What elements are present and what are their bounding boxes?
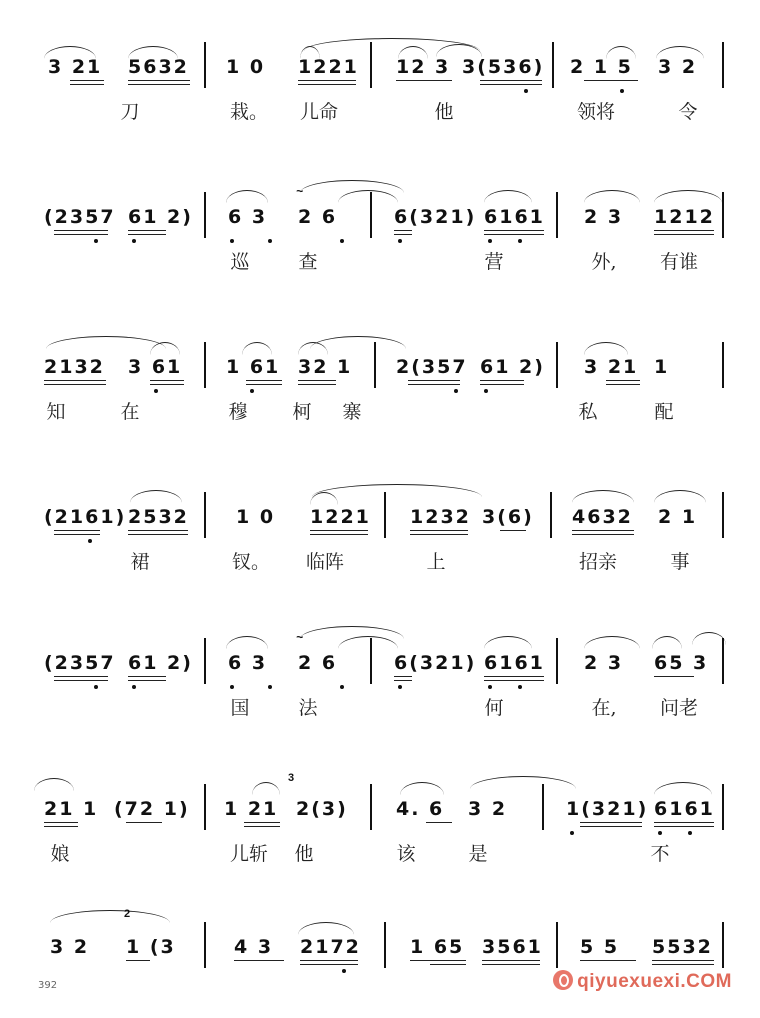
note-group	[300, 936, 361, 966]
page-number: 392	[38, 980, 58, 991]
note-digits: 2532	[128, 506, 189, 528]
note-digits: 1221	[298, 56, 359, 78]
note-digits: 4. 6	[396, 798, 445, 820]
note-digits: 2 1	[658, 506, 698, 528]
note-group	[652, 936, 714, 966]
lyric: 该	[396, 843, 416, 865]
note-digits: 3 21	[48, 56, 103, 78]
note-group	[44, 798, 100, 828]
note-digits: 61 2)	[128, 652, 193, 674]
slur	[226, 636, 268, 649]
note-group	[658, 56, 712, 86]
note-group	[484, 206, 544, 236]
grace-note: 3	[288, 772, 295, 784]
lyric: 在	[120, 401, 140, 423]
note-group	[410, 506, 471, 536]
lyric: 刀	[120, 101, 140, 123]
note-group	[654, 798, 714, 828]
barline	[722, 492, 724, 538]
mordent-mark: ~	[296, 184, 304, 198]
note-group	[114, 798, 190, 828]
slur	[484, 636, 532, 649]
barline	[556, 192, 558, 238]
watermark-text: qiyuexuexi.COM	[577, 971, 732, 992]
note-digits: 3(6)	[482, 506, 534, 528]
lyric: 国	[230, 697, 250, 719]
lyric: 在,	[591, 697, 617, 719]
slur	[46, 336, 166, 349]
note-digits: 2 3	[584, 652, 624, 674]
lyric: 裙	[130, 551, 150, 573]
note-digits: 2(357	[396, 356, 468, 378]
note-group	[298, 356, 356, 386]
note-digits: (72 1)	[114, 798, 190, 820]
note-digits: 61 2)	[128, 206, 193, 228]
note-digits: 3 2	[50, 936, 90, 958]
note-group	[570, 56, 638, 86]
barline	[556, 342, 558, 388]
barline	[370, 192, 372, 238]
slur	[584, 190, 640, 203]
note-group	[236, 506, 292, 536]
note-group	[298, 56, 359, 86]
note-group	[654, 206, 714, 236]
note-digits: 3(536)	[462, 56, 545, 78]
lyric: 令	[678, 101, 698, 123]
note-group	[480, 356, 545, 386]
note-group	[394, 206, 476, 236]
note-digits: 6(321)	[394, 206, 477, 228]
barline	[370, 784, 372, 830]
note-digits: 1	[654, 356, 670, 378]
note-digits: 3 61	[128, 356, 183, 378]
barline	[384, 492, 386, 538]
barline	[204, 192, 206, 238]
note-digits: 1 (3	[126, 936, 176, 958]
lyric: 私	[578, 401, 598, 423]
lyric: 娘	[50, 843, 70, 865]
lyric: 他	[434, 101, 454, 123]
lyric: 招亲	[578, 551, 617, 573]
note-digits: (2357	[44, 652, 116, 674]
lyric: 查	[298, 251, 318, 273]
note-group	[482, 936, 543, 966]
note-digits: 6 3	[228, 206, 268, 228]
note-group	[128, 506, 188, 536]
slur	[226, 190, 268, 203]
note-group	[48, 56, 104, 86]
lyric: 巡	[230, 251, 250, 273]
slur	[654, 490, 706, 503]
tie	[310, 336, 406, 349]
slur	[652, 636, 682, 649]
score-system-6	[0, 742, 760, 872]
slur	[50, 910, 170, 923]
note-group	[228, 652, 282, 682]
lyrics-line	[0, 696, 760, 722]
lyric: 儿命	[299, 101, 338, 123]
lyric: 配	[654, 401, 674, 423]
note-group	[128, 206, 193, 236]
note-digits: 2 3	[584, 206, 624, 228]
lyric: 上	[426, 551, 446, 573]
note-group	[226, 56, 282, 86]
lyric: 柯	[292, 401, 312, 423]
note-group	[566, 798, 649, 828]
lyrics-line	[0, 400, 760, 426]
note-group	[126, 936, 186, 966]
note-digits: 5632	[128, 56, 189, 78]
barline	[722, 192, 724, 238]
score-system-4	[0, 450, 760, 580]
note-digits: (2161)	[44, 506, 127, 528]
slur	[298, 922, 354, 935]
tie	[312, 484, 482, 497]
note-digits: 3561	[482, 936, 543, 958]
lyric: 问老	[659, 697, 698, 719]
slur	[252, 782, 280, 795]
barline	[204, 42, 206, 88]
note-digits: 6(321)	[394, 652, 477, 674]
lyric: 儿斩	[229, 843, 268, 865]
note-group	[584, 206, 644, 236]
note-group	[128, 56, 190, 86]
note-digits: 2 1 5	[570, 56, 633, 78]
note-digits: 3 2	[658, 56, 698, 78]
barline	[556, 638, 558, 684]
lyrics-line	[0, 100, 760, 126]
lyrics-line	[0, 842, 760, 868]
note-group	[482, 506, 534, 536]
score-system-2	[0, 150, 760, 280]
note-group	[484, 652, 544, 682]
mordent-mark: ~	[296, 630, 304, 644]
note-digits: 32 1	[298, 356, 353, 378]
note-group	[298, 652, 356, 682]
lyric: 外,	[591, 251, 617, 273]
note-group	[584, 356, 640, 386]
note-group	[654, 356, 674, 386]
note-digits: 5 5	[580, 936, 620, 958]
lyric: 事	[670, 551, 690, 573]
note-digits: 1(321)	[566, 798, 649, 820]
note-digits: 2172	[300, 936, 361, 958]
note-digits: 61 2)	[480, 356, 545, 378]
note-digits: 4632	[572, 506, 633, 528]
note-group	[44, 506, 127, 536]
note-digits: 6 3	[228, 652, 268, 674]
slur	[400, 782, 444, 795]
lyric: 他	[294, 843, 314, 865]
barline	[722, 922, 724, 968]
lyric: 钗。	[231, 551, 270, 573]
note-group	[224, 798, 280, 828]
slur	[470, 776, 576, 789]
tie	[692, 632, 726, 645]
note-digits: 1 21	[224, 798, 279, 820]
lyric: 营	[484, 251, 504, 273]
score-system-1	[0, 0, 760, 130]
note-digits: 2(3)	[296, 798, 348, 820]
grace-note: 2	[124, 908, 131, 920]
note-group	[44, 652, 116, 682]
note-digits: 2 6	[298, 652, 338, 674]
barline	[722, 638, 724, 684]
note-digits: 6161	[654, 798, 715, 820]
lyric: 寨	[342, 401, 362, 423]
lyric: 何	[484, 697, 504, 719]
tie	[34, 778, 74, 791]
barline	[204, 784, 206, 830]
score-system-3	[0, 300, 760, 430]
note-group	[296, 798, 352, 828]
note-group	[394, 652, 476, 682]
note-group	[310, 506, 371, 536]
note-digits: 2 6	[298, 206, 338, 228]
slur	[584, 636, 640, 649]
barline	[552, 42, 554, 88]
note-group	[128, 652, 193, 682]
note-digits: 6161	[484, 206, 545, 228]
note-digits: 3 2	[468, 798, 508, 820]
note-digits: 1 0	[236, 506, 276, 528]
slur	[130, 490, 182, 503]
barline	[204, 342, 206, 388]
note-group	[468, 798, 524, 828]
note-group	[654, 652, 714, 682]
note-digits: 12 3	[396, 56, 451, 78]
note-group	[584, 652, 644, 682]
note-digits: 2132	[44, 356, 105, 378]
note-group	[396, 56, 452, 86]
note-digits: 1221	[310, 506, 371, 528]
barline	[556, 922, 558, 968]
note-group	[572, 506, 634, 536]
lyric: 知	[46, 401, 66, 423]
note-group	[128, 356, 184, 386]
barline	[722, 42, 724, 88]
note-group	[396, 356, 468, 386]
lyric: 领将	[576, 101, 615, 123]
watermark-logo-icon	[553, 970, 573, 990]
site-watermark	[553, 970, 732, 993]
note-digits: 1232	[410, 506, 471, 528]
note-digits: 65 3	[654, 652, 709, 674]
note-digits: 1 61	[226, 356, 281, 378]
note-group	[50, 936, 108, 966]
barline	[542, 784, 544, 830]
lyric: 穆	[228, 401, 248, 423]
slur	[484, 190, 532, 203]
barline	[370, 42, 372, 88]
lyrics-line	[0, 250, 760, 276]
barline	[370, 638, 372, 684]
barline	[374, 342, 376, 388]
note-digits: 4 3	[234, 936, 274, 958]
note-group	[226, 356, 282, 386]
lyrics-line	[0, 550, 760, 576]
note-digits: 1 0	[226, 56, 266, 78]
note-group	[234, 936, 284, 966]
score-system-5	[0, 596, 760, 726]
slur	[584, 342, 628, 355]
barline	[204, 638, 206, 684]
lyric: 有谁	[659, 251, 698, 273]
barline	[204, 492, 206, 538]
note-group	[44, 206, 116, 236]
note-digits: (2357	[44, 206, 116, 228]
note-digits: 1212	[654, 206, 715, 228]
note-group	[44, 356, 106, 386]
lyric: 栽。	[229, 101, 268, 123]
barline	[204, 922, 206, 968]
lyric: 不	[650, 843, 670, 865]
note-digits: 21 1	[44, 798, 99, 820]
lyric: 是	[468, 843, 488, 865]
barline	[722, 784, 724, 830]
lyric: 临阵	[305, 551, 344, 573]
note-digits: 1 65	[410, 936, 465, 958]
note-group	[396, 798, 452, 828]
lyric: 法	[298, 697, 318, 719]
note-digits: 3 21	[584, 356, 639, 378]
note-group	[462, 56, 545, 86]
barline	[550, 492, 552, 538]
barline	[722, 342, 724, 388]
slur	[572, 490, 634, 503]
slur	[242, 342, 272, 355]
note-group	[410, 936, 466, 966]
note-group	[298, 206, 356, 236]
note-digits: 6161	[484, 652, 545, 674]
note-group	[658, 506, 710, 536]
slur	[654, 190, 722, 203]
slur	[654, 782, 712, 795]
note-group	[580, 936, 636, 966]
note-digits: 5532	[652, 936, 713, 958]
note-group	[228, 206, 282, 236]
barline	[384, 922, 386, 968]
